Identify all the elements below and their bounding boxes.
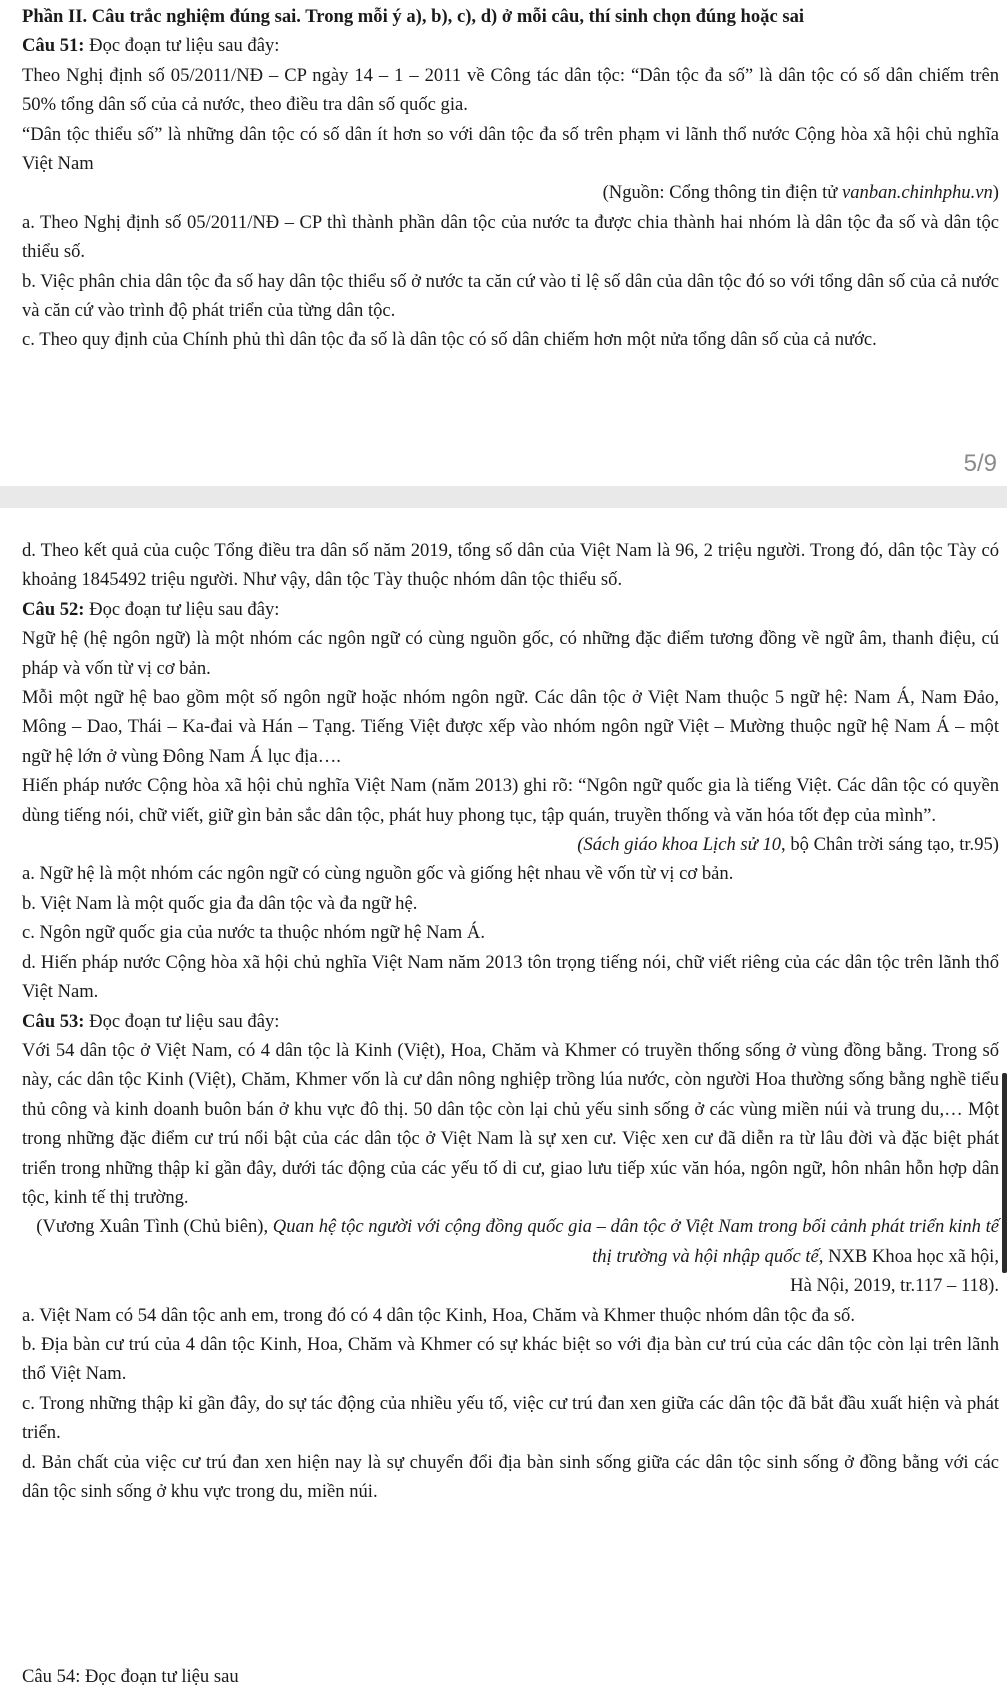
question-51-statement-d: d. Theo kết quả của cuộc Tổng điều tra dân số năm 2019, tổng số dân của Việt Nam là 96, 2 triệu người. Trong đó, dân tộc Tày có khoảng 1845492 triệu người. Như vậy, dân tộc Tày thuộc nhóm dân tộc thiểu số. <box>22 540 999 591</box>
question-53-passage: Với 54 dân tộc ở Việt Nam, có 4 dân tộc là Kinh (Việt), Hoa, Chăm và Khmer có truyền thống sống ở vùng đồng bằng. Trong số này, các dân tộc Kinh (Việt), Chăm, Khmer vốn là cư dân nông nghiệp trồng lúa nước, còn người Hoa thường sống bằng nghề tiểu thủ công và kinh doanh buôn bán ở khu vực đô thị. 50 dân tộc còn lại chủ yếu sinh sống ở các vùng miền núi và trung du,… Một trong những đặc điểm cư trú nổi bật của các dân tộc ở Việt Nam là sự xen cư. Việc xen cư đã diễn ra từ lâu đời và đặc biệt phát triển trong những thập kỉ gần đây, dưới tác động của các yếu tố di cư, giao lưu tiếp xúc văn hóa, ngôn ngữ, hôn nhân hỗn hợp dân tộc, kinh tế thị trường. <box>22 1039 999 1208</box>
question-52-source-book: (Sách giáo khoa Lịch sử 10 <box>577 834 782 856</box>
question-52-statement-b: b. Việt Nam là một quốc gia đa dân tộc và đa ngữ hệ. <box>22 892 418 914</box>
next-question-cutoff <box>22 1660 362 1687</box>
question-53-label: Câu 53: <box>22 1010 85 1032</box>
question-52-source <box>22 830 999 859</box>
question-53-statement-b: b. Địa bàn cư trú của 4 dân tộc Kinh, Hoa, Chăm và Khmer có sự khác biệt so với địa bàn cư trú của các dân tộc còn lại trên lãnh thổ Việt Nam. <box>22 1333 999 1385</box>
page-separator <box>0 486 1007 508</box>
question-51-label: Câu 51: <box>22 35 85 57</box>
question-52-passage-2: Mỗi một ngữ hệ bao gồm một số ngôn ngữ hoặc nhóm ngôn ngữ. Các dân tộc ở Việt Nam thuộc 5 ngữ hệ: Nam Á, Nam Đảo, Mông – Dao, Thái – Ka-đai và Hán – Tạng. Tiếng Việt được xếp vào nhóm ngôn ngữ Việt – Mường thuộc ngữ hệ Nam Á – một ngữ hệ lớn ở vùng Đông Nam Á lục địa…. <box>22 687 999 767</box>
question-52-intro-text: Đọc đoạn tư liệu sau đây: <box>84 598 280 620</box>
question-51-intro <box>22 31 999 60</box>
question-51-source-site: vanban.chinhphu.vn <box>842 182 993 204</box>
question-52-source-rest: , bộ Chân trời sáng tạo, tr.95) <box>781 834 999 856</box>
question-53-statement-d: d. Bản chất của việc cư trú đan xen hiện nay là sự chuyển đổi địa bàn sinh sống giữa các dân tộc sinh sống ở đồng bằng với các dân tộc sinh sống ở khu vực trong du, miền núi. <box>22 1451 999 1502</box>
question-51-statement-a: a. Theo Nghị định số 05/2011/NĐ – CP thì thành phần dân tộc của nước ta được chia thành hai nhóm là dân tộc đa số và dân tộc thiểu số. <box>22 211 999 263</box>
question-51-statement-b: b. Việc phân chia dân tộc đa số hay dân tộc thiểu số ở nước ta căn cứ vào tỉ lệ số dân của dân tộc đó so với tổng dân số của cả nước và căn cứ vào trình độ phát triển của từng dân tộc. <box>22 270 999 322</box>
section-heading: Phần II. Câu trắc nghiệm đúng sai. Trong mỗi ý a), b), c), d) ở mỗi câu, thí sinh chọn đúng hoặc sai <box>22 6 805 27</box>
document-page-upper <box>0 2 1007 355</box>
question-53-source <box>22 1212 999 1300</box>
question-53-source-place: Hà Nội, 2019, tr.117 – 118). <box>790 1275 999 1297</box>
question-53-source-author: (Vương Xuân Tình (Chủ biên), <box>36 1216 273 1238</box>
question-51-source-prefix: (Nguồn: Cổng thông tin điện tử <box>602 182 842 204</box>
question-52-passage-1: Ngữ hệ (hệ ngôn ngữ) là một nhóm các ngôn ngữ có cùng nguồn gốc, có những đặc điểm tương đồng về ngữ âm, thanh điệu, cú pháp và vốn từ vị cơ bản. <box>22 628 999 679</box>
question-53-intro <box>22 1007 999 1036</box>
scrollbar-thumb[interactable] <box>1002 1073 1007 1273</box>
question-53-statement-c: c. Trong những thập kỉ gần đây, do sự tác động của nhiều yếu tố, việc cư trú đan xen giữa các dân tộc đã bắt đầu xuất hiện và phát triển. <box>22 1392 999 1444</box>
question-51-source-suffix: ) <box>992 182 999 204</box>
document-page-lower <box>0 536 1007 1506</box>
question-53-statement-a: a. Việt Nam có 54 dân tộc anh em, trong đó có 4 dân tộc Kinh, Hoa, Chăm và Khmer thuộc nhóm dân tộc đa số. <box>22 1304 855 1326</box>
question-53-source-title: Quan hệ tộc người với cộng đồng quốc gia – dân tộc ở Việt Nam trong bối cảnh phát triển kinh tế thị trường và hội nhập quốc tế <box>272 1216 999 1267</box>
question-51-source <box>22 178 999 207</box>
question-51-intro-text: Đọc đoạn tư liệu sau đây: <box>84 35 280 57</box>
question-54-cut-text: Câu 54: Đọc đoạn tư liệu sau <box>22 1666 239 1687</box>
question-51-statement-c: c. Theo quy định của Chính phủ thì dân tộc đa số là dân tộc có số dân chiếm hơn một nửa tổng dân số của cả nước. <box>22 329 877 351</box>
question-51-passage-1: Theo Nghị định số 05/2011/NĐ – CP ngày 14 – 1 – 2011 về Công tác dân tộc: “Dân tộc đa số” là dân tộc có số dân chiếm trên 50% tổng dân số của cả nước, theo điều tra dân số quốc gia. <box>22 64 999 116</box>
question-52-label: Câu 52: <box>22 598 85 620</box>
question-52-passage-3: Hiến pháp nước Cộng hòa xã hội chủ nghĩa Việt Nam (năm 2013) ghi rõ: “Ngôn ngữ quốc gia là tiếng Việt. Các dân tộc có quyền dùng tiếng nói, chữ viết, giữ gìn bản sắc dân tộc, phát huy phong tục, tập quán, truyền thống và văn hóa tốt đẹp của mình”. <box>22 775 999 826</box>
question-52-statement-d: d. Hiến pháp nước Cộng hòa xã hội chủ nghĩa Việt Nam năm 2013 tôn trọng tiếng nói, chữ viết riêng của các dân tộc trên lãnh thổ Việt Nam. <box>22 951 999 1003</box>
question-51-passage-2: “Dân tộc thiểu số” là những dân tộc có số dân ít hơn so với dân tộc đa số trên phạm vi lãnh thổ nước Cộng hòa xã hội chủ nghĩa Việt Nam <box>22 123 999 175</box>
page-number: 5/9 <box>963 450 997 477</box>
question-52-intro <box>22 595 999 624</box>
question-53-source-publisher: , NXB Khoa học xã hội, <box>818 1245 999 1267</box>
question-52-statement-a: a. Ngữ hệ là một nhóm các ngôn ngữ có cùng nguồn gốc và giống hệt nhau về vốn từ vị cơ bản. <box>22 863 734 885</box>
question-53-intro-text: Đọc đoạn tư liệu sau đây: <box>84 1010 280 1032</box>
question-52-statement-c: c. Ngôn ngữ quốc gia của nước ta thuộc nhóm ngữ hệ Nam Á. <box>22 922 485 944</box>
